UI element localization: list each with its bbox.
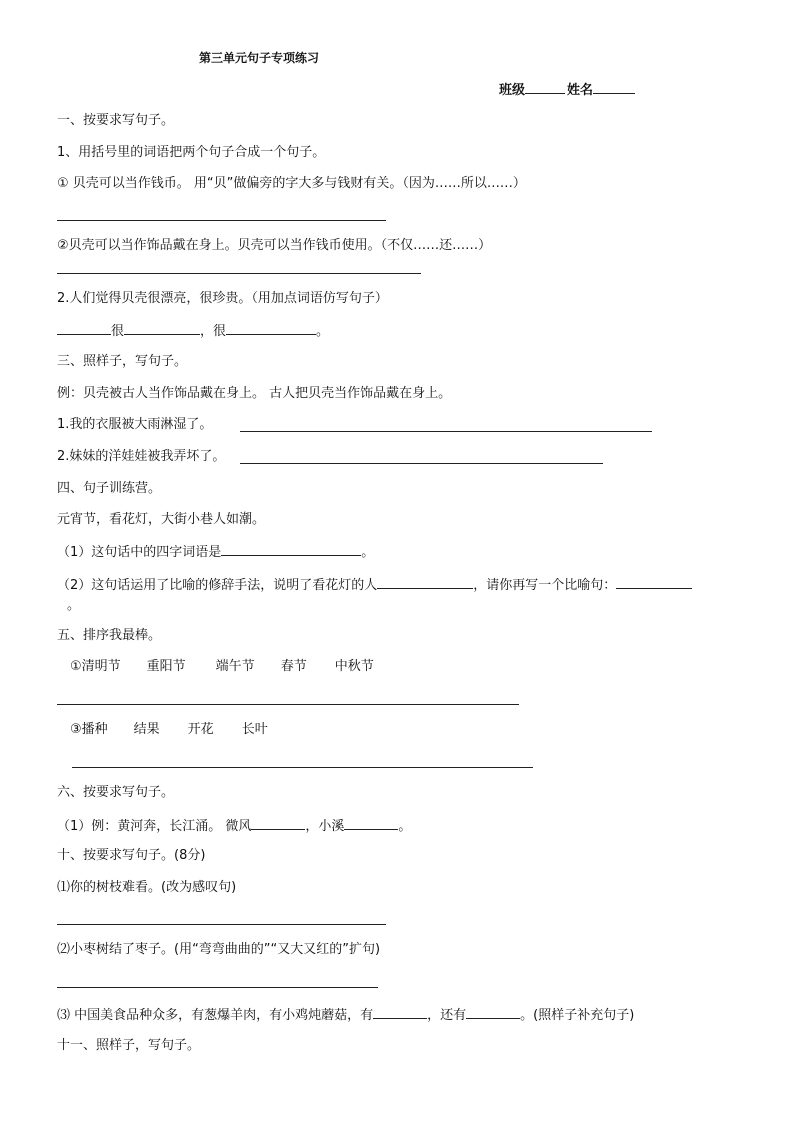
- answer-line-3-2[interactable]: [240, 463, 603, 464]
- s4-q2-mid: ，请你再写一个比喻句：: [473, 578, 617, 593]
- answer-line-1a[interactable]: [57, 220, 386, 221]
- blank-4-2a[interactable]: [377, 575, 473, 589]
- section-5-heading: 五、排序我最棒。: [57, 628, 162, 643]
- festival-item: 重阳节: [146, 659, 186, 674]
- s4-question-1: [57, 542, 374, 562]
- s1-question-2-fill: [57, 321, 329, 341]
- class-blank[interactable]: [525, 80, 565, 94]
- blank-2b[interactable]: [124, 321, 200, 335]
- s10-q3-end: 。(照样子补充句子): [520, 1008, 635, 1023]
- s4-question-2-end: 。: [67, 598, 81, 613]
- blank-2a[interactable]: [57, 321, 111, 335]
- s10-question-3: [57, 1005, 634, 1025]
- s1-question-2: 2.人们觉得贝壳很漂亮，很珍贵。（用加点词语仿写句子）: [57, 291, 388, 306]
- s10-question-1: ⑴你的树枝难看。(改为感叹句): [57, 880, 237, 895]
- s6-q1-text: （1）例：黄河奔，长江涌。 微风: [57, 819, 252, 834]
- s10-q3-text: ⑶ 中国美食品种众多，有葱爆羊肉，有小鸡炖蘑菇，有: [57, 1008, 374, 1023]
- section-4-heading: 四、句子训练营。: [57, 481, 162, 496]
- s4-q2-text: （2）这句话运用了比喻的修辞手法，说明了看花灯的人: [57, 578, 378, 593]
- answer-line-10-2[interactable]: [57, 987, 378, 988]
- s4-sentence: 元宵节，看花灯，大街小巷人如潮。: [57, 512, 266, 527]
- s10-q3-mid: ，还有: [427, 1008, 467, 1023]
- answer-line-3-1[interactable]: [240, 431, 652, 432]
- s10-question-2: ⑵小枣树结了枣子。(用“弯弯曲曲的”“又大又红的”扩句): [57, 942, 381, 957]
- blank-2c[interactable]: [226, 321, 316, 335]
- festival-item: 中秋节: [334, 659, 374, 674]
- stage-item: 长叶: [241, 722, 268, 737]
- blank-10-3b[interactable]: [466, 1005, 520, 1019]
- festival-item: 春节: [280, 659, 307, 674]
- s3-question-1: 1.我的衣服被大雨淋湿了。: [57, 417, 213, 432]
- s1-question-1: 1、用括号里的词语把两个句子合成一个句子。: [57, 145, 326, 160]
- festival-item: ①清明节: [70, 659, 121, 674]
- answer-line-10-1[interactable]: [57, 924, 386, 925]
- answer-line-1b[interactable]: [57, 273, 421, 274]
- section-3-heading: 三、照样子，写句子。: [57, 354, 188, 369]
- blank-4-1[interactable]: [221, 542, 361, 556]
- answer-line-5-1[interactable]: [57, 704, 519, 705]
- s3-example: 例：贝壳被古人当作饰品戴在身上。 古人把贝壳当作饰品戴在身上。: [57, 386, 452, 401]
- section-11-heading: 十一、照样子，写句子。: [57, 1038, 201, 1053]
- answer-line-5-2[interactable]: [72, 767, 533, 768]
- student-info: [499, 80, 635, 100]
- class-label: 班级: [499, 83, 526, 98]
- s1-question-1b: ②贝壳可以当作饰品戴在身上。贝壳可以当作钱币使用。（不仅……还……）: [57, 238, 492, 253]
- stage-item: 结果: [133, 722, 160, 737]
- s6-q1-end: 。: [398, 819, 412, 834]
- blank-10-3a[interactable]: [373, 1005, 427, 1019]
- s4-question-2: [57, 575, 692, 595]
- stage-item: ③播种: [70, 722, 108, 737]
- section-1-heading: 一、按要求写句子。: [57, 113, 175, 128]
- s6-question-1: [57, 816, 411, 836]
- name-label: 姓名: [567, 83, 594, 98]
- section-10-heading: 十、按要求写句子。(8分): [57, 848, 206, 863]
- s1-question-1a: ① 贝壳可以当作钱币。 用“贝”做偏旁的字大多与钱财有关。（因为……所以……）: [57, 176, 526, 191]
- stage-item: 开花: [187, 722, 214, 737]
- section-6-heading: 六、按要求写句子。: [57, 785, 175, 800]
- name-blank[interactable]: [593, 80, 635, 94]
- blank-6-2[interactable]: [344, 816, 398, 830]
- s3-question-2: 2.妹妹的洋娃娃被我弄坏了。: [57, 449, 226, 464]
- blank-6-1[interactable]: [251, 816, 305, 830]
- page-title: 第三单元句子专项练习: [199, 51, 320, 65]
- hen-label-1: 很: [111, 324, 125, 339]
- hen-label-2: ，很: [200, 324, 227, 339]
- festival-item: 端午节: [215, 659, 255, 674]
- s4-q1-text: （1）这句话中的四字词语是: [57, 545, 222, 560]
- s5-row-1: [70, 658, 374, 676]
- s6-q1-mid: ，小溪: [305, 819, 345, 834]
- s5-row-2: [70, 721, 268, 739]
- s4-q1-end: 。: [361, 545, 375, 560]
- blank-4-2b[interactable]: [616, 575, 692, 589]
- period: 。: [316, 324, 330, 339]
